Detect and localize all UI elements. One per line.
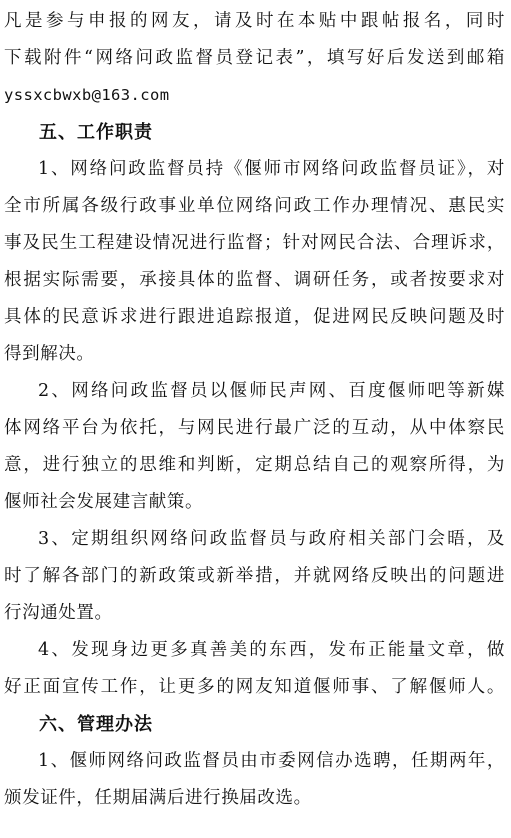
paragraph-line: 下载附件“网络问政监督员登记表”，填写好后发送到邮箱	[4, 48, 505, 68]
paragraph-line: 时了解各部门的新政策或新举措，并就网络反映出的问题进	[4, 566, 505, 586]
paragraph-line: 事及民生工程建设情况进行监督；针对网民合法、合理诉求，	[4, 233, 505, 253]
paragraph-line: 行沟通处置。	[4, 603, 113, 623]
paragraph-line: 偃师社会发展建言献策。	[4, 492, 204, 512]
paragraph-line: 1、网络问政监督员持《偃师市网络问政监督员证》，对	[38, 159, 505, 179]
paragraph-line: 根据实际需要，承接具体的监督、调研任务，或者按要求对	[4, 270, 505, 290]
paragraph-line: 体网络平台为依托，与网民进行最广泛的互动，从中体察民	[4, 418, 505, 438]
paragraph-line: 意，进行独立的思维和判断，定期总结自己的观察所得，为	[4, 455, 505, 475]
paragraph-line: 全市所属各级行政事业单位网络问政工作办理情况、惠民实	[4, 196, 505, 216]
paragraph-line: 4、发现身边更多真善美的东西，发布正能量文章，做	[38, 640, 505, 660]
paragraph-line: 凡是参与申报的网友，请及时在本贴中跟帖报名，同时	[4, 11, 505, 31]
section-heading-duties: 五、工作职责	[39, 122, 153, 143]
section-heading-management: 六、管理办法	[39, 714, 153, 735]
paragraph-line: 得到解决。	[4, 344, 95, 364]
paragraph-line: 好正面宣传工作，让更多的网友知道偃师事、了解偃师人。	[4, 677, 505, 697]
paragraph-line: 具体的民意诉求进行跟进追踪报道，促进网民反映问题及时	[4, 307, 505, 327]
email-address: yssxcbwxb@163.com	[4, 86, 170, 104]
paragraph-line: 2、网络问政监督员以偃师民声网、百度偃师吧等新媒	[38, 381, 505, 401]
paragraph-line: 颁发证件，任期届满后进行换届改选。	[4, 788, 312, 808]
paragraph-line: 3、定期组织网络问政监督员与政府相关部门会晤，及	[38, 529, 505, 549]
paragraph-line: 1、偃师网络问政监督员由市委网信办选聘，任期两年，	[38, 751, 505, 771]
